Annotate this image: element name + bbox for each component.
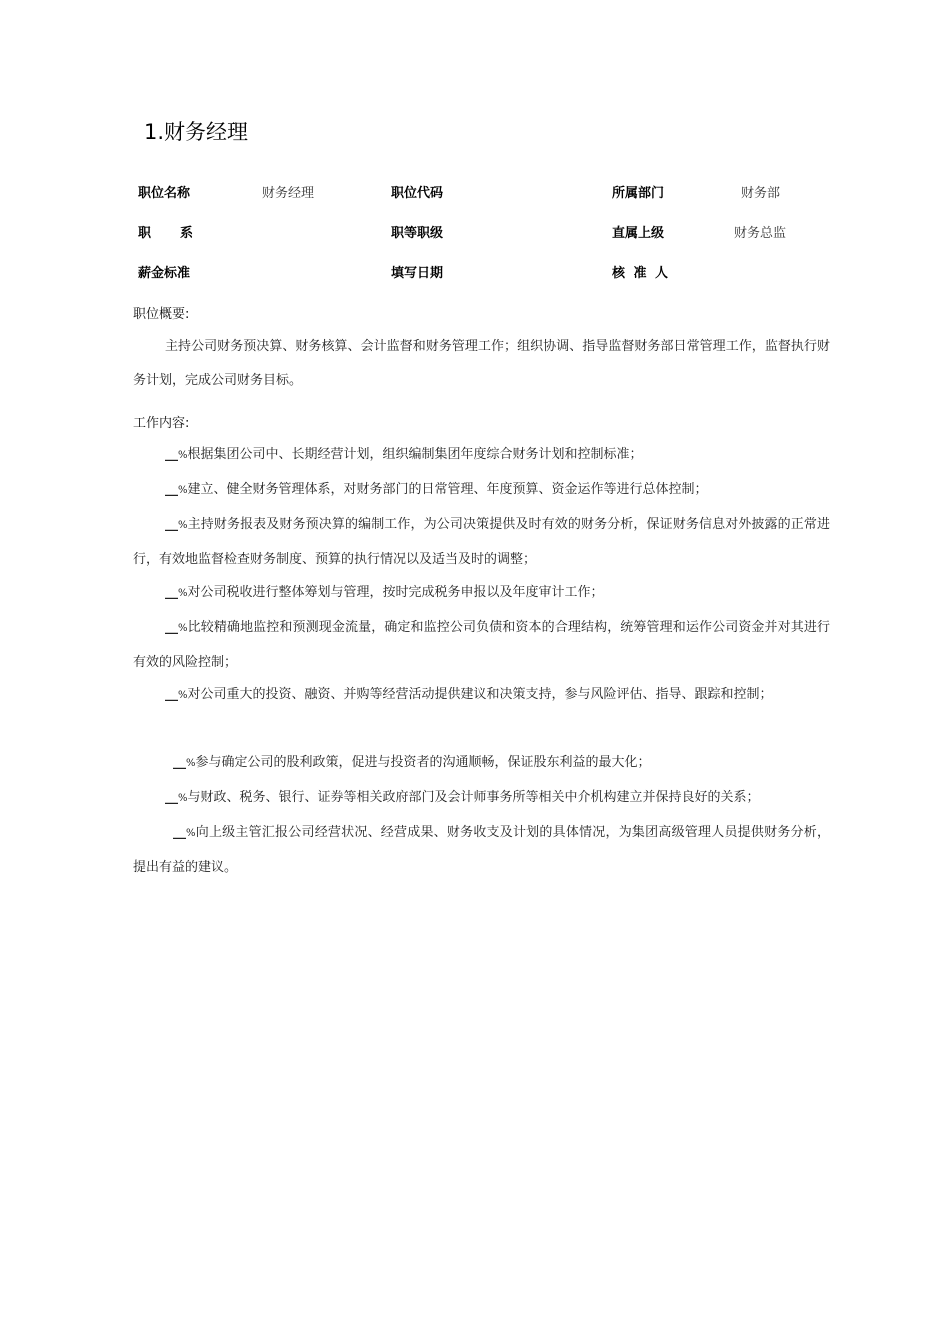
label-department: 所属部门 <box>612 186 665 201</box>
work-item-text: 向上级主管汇报公司经营状况、经营成果、财务收支及计划的具体情况，为集团高级管理人员提供财务分析，提出有益的建议。 <box>133 825 830 875</box>
bullet-mark: __ <box>173 825 186 840</box>
work-item <box>133 816 830 885</box>
work-item <box>133 678 813 713</box>
percent-mark: % <box>178 520 188 531</box>
work-item-text: 根据集团公司中、长期经营计划，组织编制集团年度综合财务计划和控制标准； <box>187 447 643 462</box>
label-job-family: 职 系 <box>138 226 195 241</box>
work-item-text: 与财政、税务、银行、证券等相关政府部门及会计师事务所等相关中介机构建立并保持良好的关系； <box>187 790 760 805</box>
value-supervisor: 财务总监 <box>734 226 787 241</box>
work-item-text: 对公司重大的投资、融资、并购等经营活动提供建议和决策支持，参与风险评估、指导、跟踪和控制； <box>187 687 773 702</box>
bullet-mark: __ <box>165 585 178 600</box>
info-row-3 <box>0 262 950 282</box>
bullet-mark: __ <box>173 755 186 770</box>
bullet-mark: __ <box>165 447 178 462</box>
percent-mark: % <box>186 758 196 769</box>
percent-mark: % <box>178 450 188 461</box>
page-title: 1.财务经理 <box>144 120 249 144</box>
label-position-name: 职位名称 <box>138 186 191 201</box>
bullet-mark: __ <box>165 517 178 532</box>
info-row-1 <box>0 182 950 202</box>
work-heading: 工作内容: <box>133 416 190 431</box>
percent-mark: % <box>178 623 188 634</box>
bullet-mark: __ <box>165 790 178 805</box>
bullet-mark: __ <box>165 482 178 497</box>
info-row-2 <box>0 222 950 242</box>
percent-mark: % <box>178 793 188 804</box>
overview-heading: 职位概要: <box>133 307 190 322</box>
work-item <box>133 473 830 508</box>
work-item-text: 比较精确地监控和预测现金流量，确定和监控公司负债和资本的合理结构，统筹管理和运作公司资金并对其进行有效的风险控制； <box>133 620 830 670</box>
overview-text: 主持公司财务预决算、财务核算、会计监督和财务管理工作；组织协调、指导监督财务部日常管理工作，监督执行财务计划，完成公司财务目标。 <box>133 339 830 388</box>
label-salary-standard: 薪金标准 <box>138 266 191 281</box>
work-item <box>133 746 830 781</box>
percent-mark: % <box>178 485 188 496</box>
value-department: 财务部 <box>741 186 781 201</box>
label-position-code: 职位代码 <box>391 186 444 201</box>
work-item-text: 建立、健全财务管理体系，对财务部门的日常管理、年度预算、资金运作等进行总体控制； <box>187 482 708 497</box>
bullet-mark: __ <box>165 687 178 702</box>
work-item <box>133 508 830 577</box>
label-fill-date: 填写日期 <box>391 266 444 281</box>
work-item <box>133 438 830 473</box>
work-item <box>133 611 830 680</box>
label-supervisor: 直属上级 <box>612 226 665 241</box>
work-item-text: 对公司税收进行整体筹划与管理，按时完成税务申报以及年度审计工作； <box>187 585 604 600</box>
label-approver: 核 准 人 <box>612 266 671 281</box>
percent-mark: % <box>178 588 188 599</box>
percent-mark: % <box>186 828 196 839</box>
work-item <box>133 576 830 611</box>
work-item-text: 参与确定公司的股利政策，促进与投资者的沟通顺畅，保证股东利益的最大化； <box>195 755 651 770</box>
bullet-mark: __ <box>165 620 178 635</box>
work-item <box>133 781 830 816</box>
label-job-grade: 职等职级 <box>391 226 444 241</box>
value-position-name: 财务经理 <box>262 186 315 201</box>
work-item-text: 主持财务报表及财务预决算的编制工作，为公司决策提供及时有效的财务分析，保证财务信息对外披露的正常进行，有效地监督检查财务制度、预算的执行情况以及适当及时的调整； <box>133 517 830 567</box>
percent-mark: % <box>178 690 188 701</box>
